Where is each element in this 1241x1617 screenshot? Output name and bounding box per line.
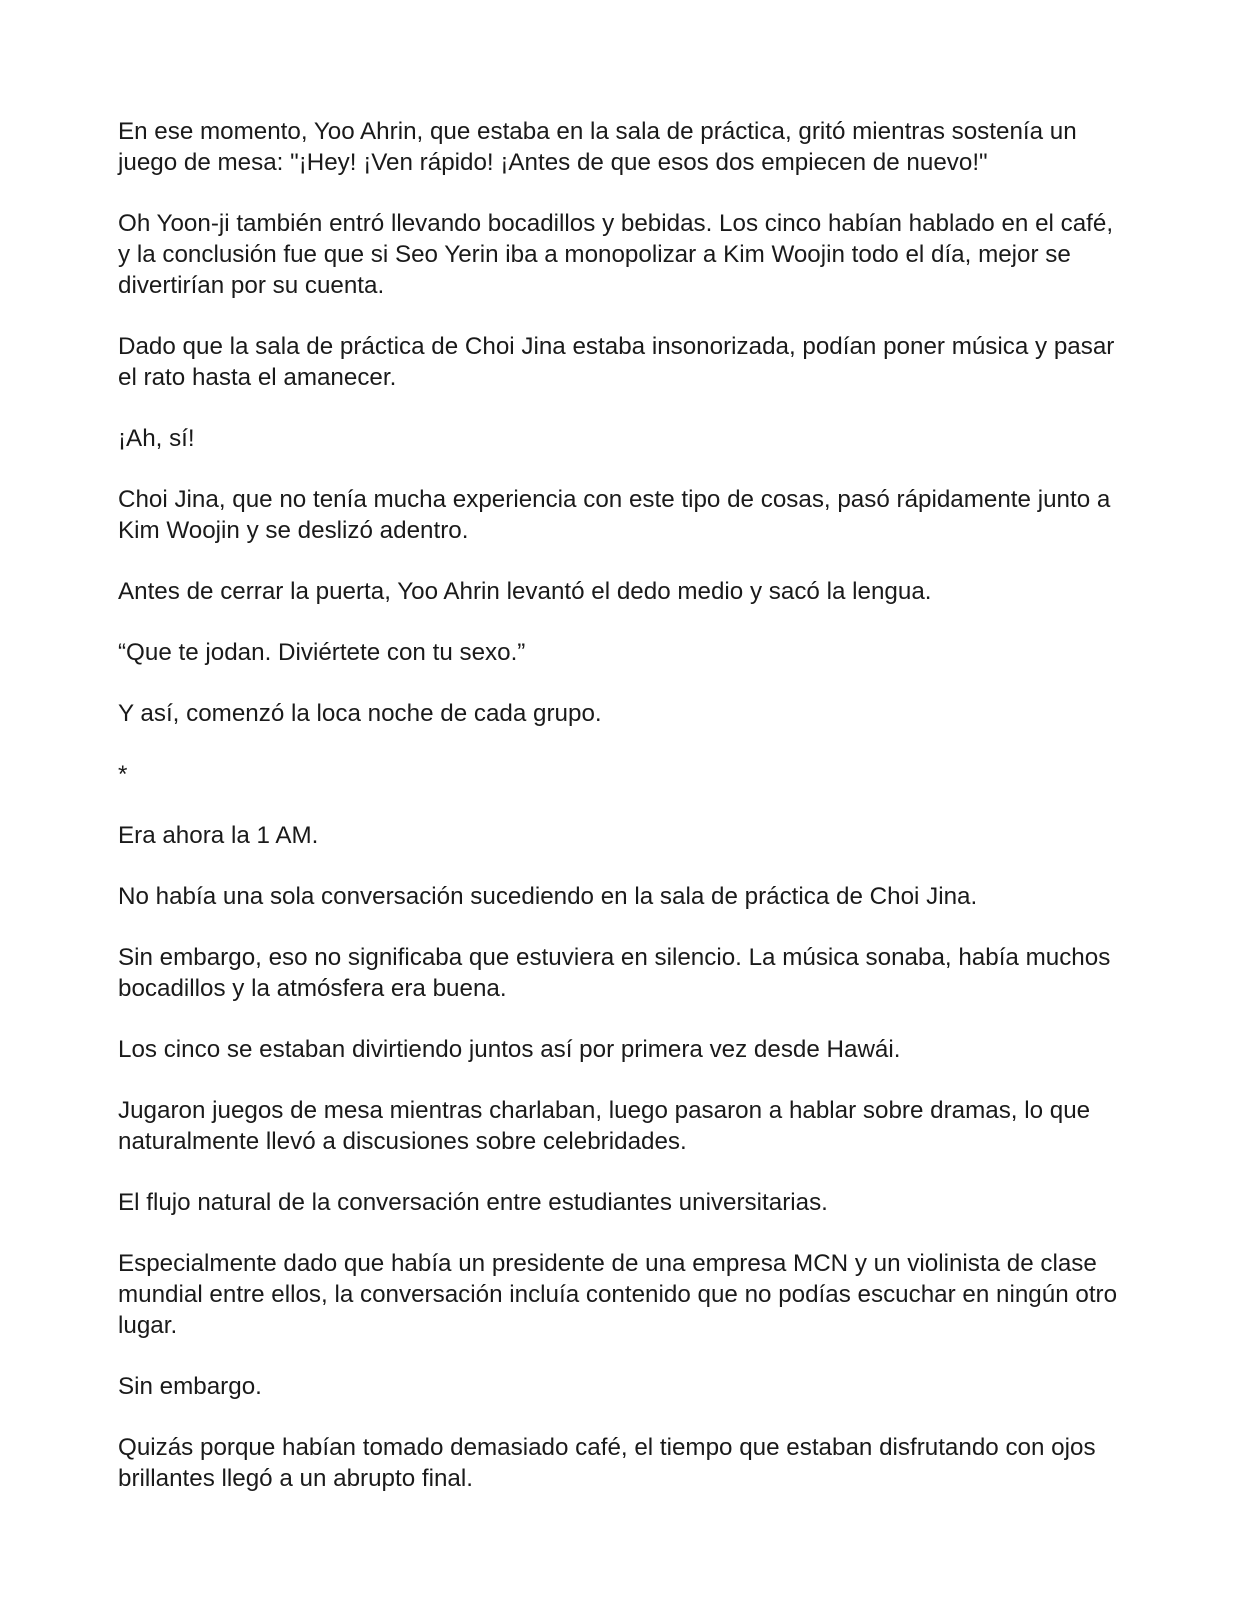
paragraph-1: En ese momento, Yoo Ahrin, que estaba en la sala de práctica, gritó mientras sostenía un juego de mesa: "¡Hey! ¡Ven rápido! ¡Antes de que esos dos empiecen de nuevo!" [118,118,1077,176]
paragraph-12: Los cinco se estaban divirtiendo juntos así por primera vez desde Hawái. [118,1036,901,1063]
paragraph-6: Antes de cerrar la puerta, Yoo Ahrin levantó el dedo medio y sacó la lengua. [118,578,932,605]
paragraph-13: Jugaron juegos de mesa mientras charlaban, luego pasaron a hablar sobre dramas, lo que naturalmente llevó a discusiones sobre celebridades. [118,1097,1091,1155]
paragraph-16: Sin embargo. [118,1373,262,1400]
paragraph-15: Especialmente dado que había un presidente de una empresa MCN y un violinista de clase mundial entre ellos, la conversación incluía contenido que no podías escuchar en ningún otro lugar. [118,1250,1118,1339]
paragraph-10: No había una sola conversación sucediendo en la sala de práctica de Choi Jina. [118,883,978,910]
paragraph-2: Oh Yoon-ji también entró llevando bocadillos y bebidas. Los cinco habían hablado en el café, y la conclusión fue que si Seo Yerin iba a monopolizar a Kim Woojin todo el día, mejor se divertirían por su cuenta. [118,210,1114,299]
paragraph-9: Era ahora la 1 AM. [118,822,319,849]
paragraph-3: Dado que la sala de práctica de Choi Jina estaba insonorizada, podían poner música y pasar el rato hasta el amanecer. [118,333,1115,391]
paragraph-7: “Que te jodan. Diviértete con tu sexo.” [118,639,526,666]
paragraph-14: El flujo natural de la conversación entre estudiantes universitarias. [118,1189,828,1216]
paragraph-4: ¡Ah, sí! [118,425,195,452]
document-body [118,116,1128,1524]
paragraph-5: Choi Jina, que no tenía mucha experiencia con este tipo de cosas, pasó rápidamente junto a Kim Woojin y se deslizó adentro. [118,486,1111,544]
scene-break-asterisk: * [118,761,128,788]
paragraph-11: Sin embargo, eso no significaba que estuviera en silencio. La música sonaba, había muchos bocadillos y la atmósfera era buena. [118,944,1111,1002]
paragraph-17: Quizás porque habían tomado demasiado café, el tiempo que estaban disfrutando con ojos brillantes llegó a un abrupto final. [118,1434,1096,1492]
paragraph-8: Y así, comenzó la loca noche de cada grupo. [118,700,602,727]
